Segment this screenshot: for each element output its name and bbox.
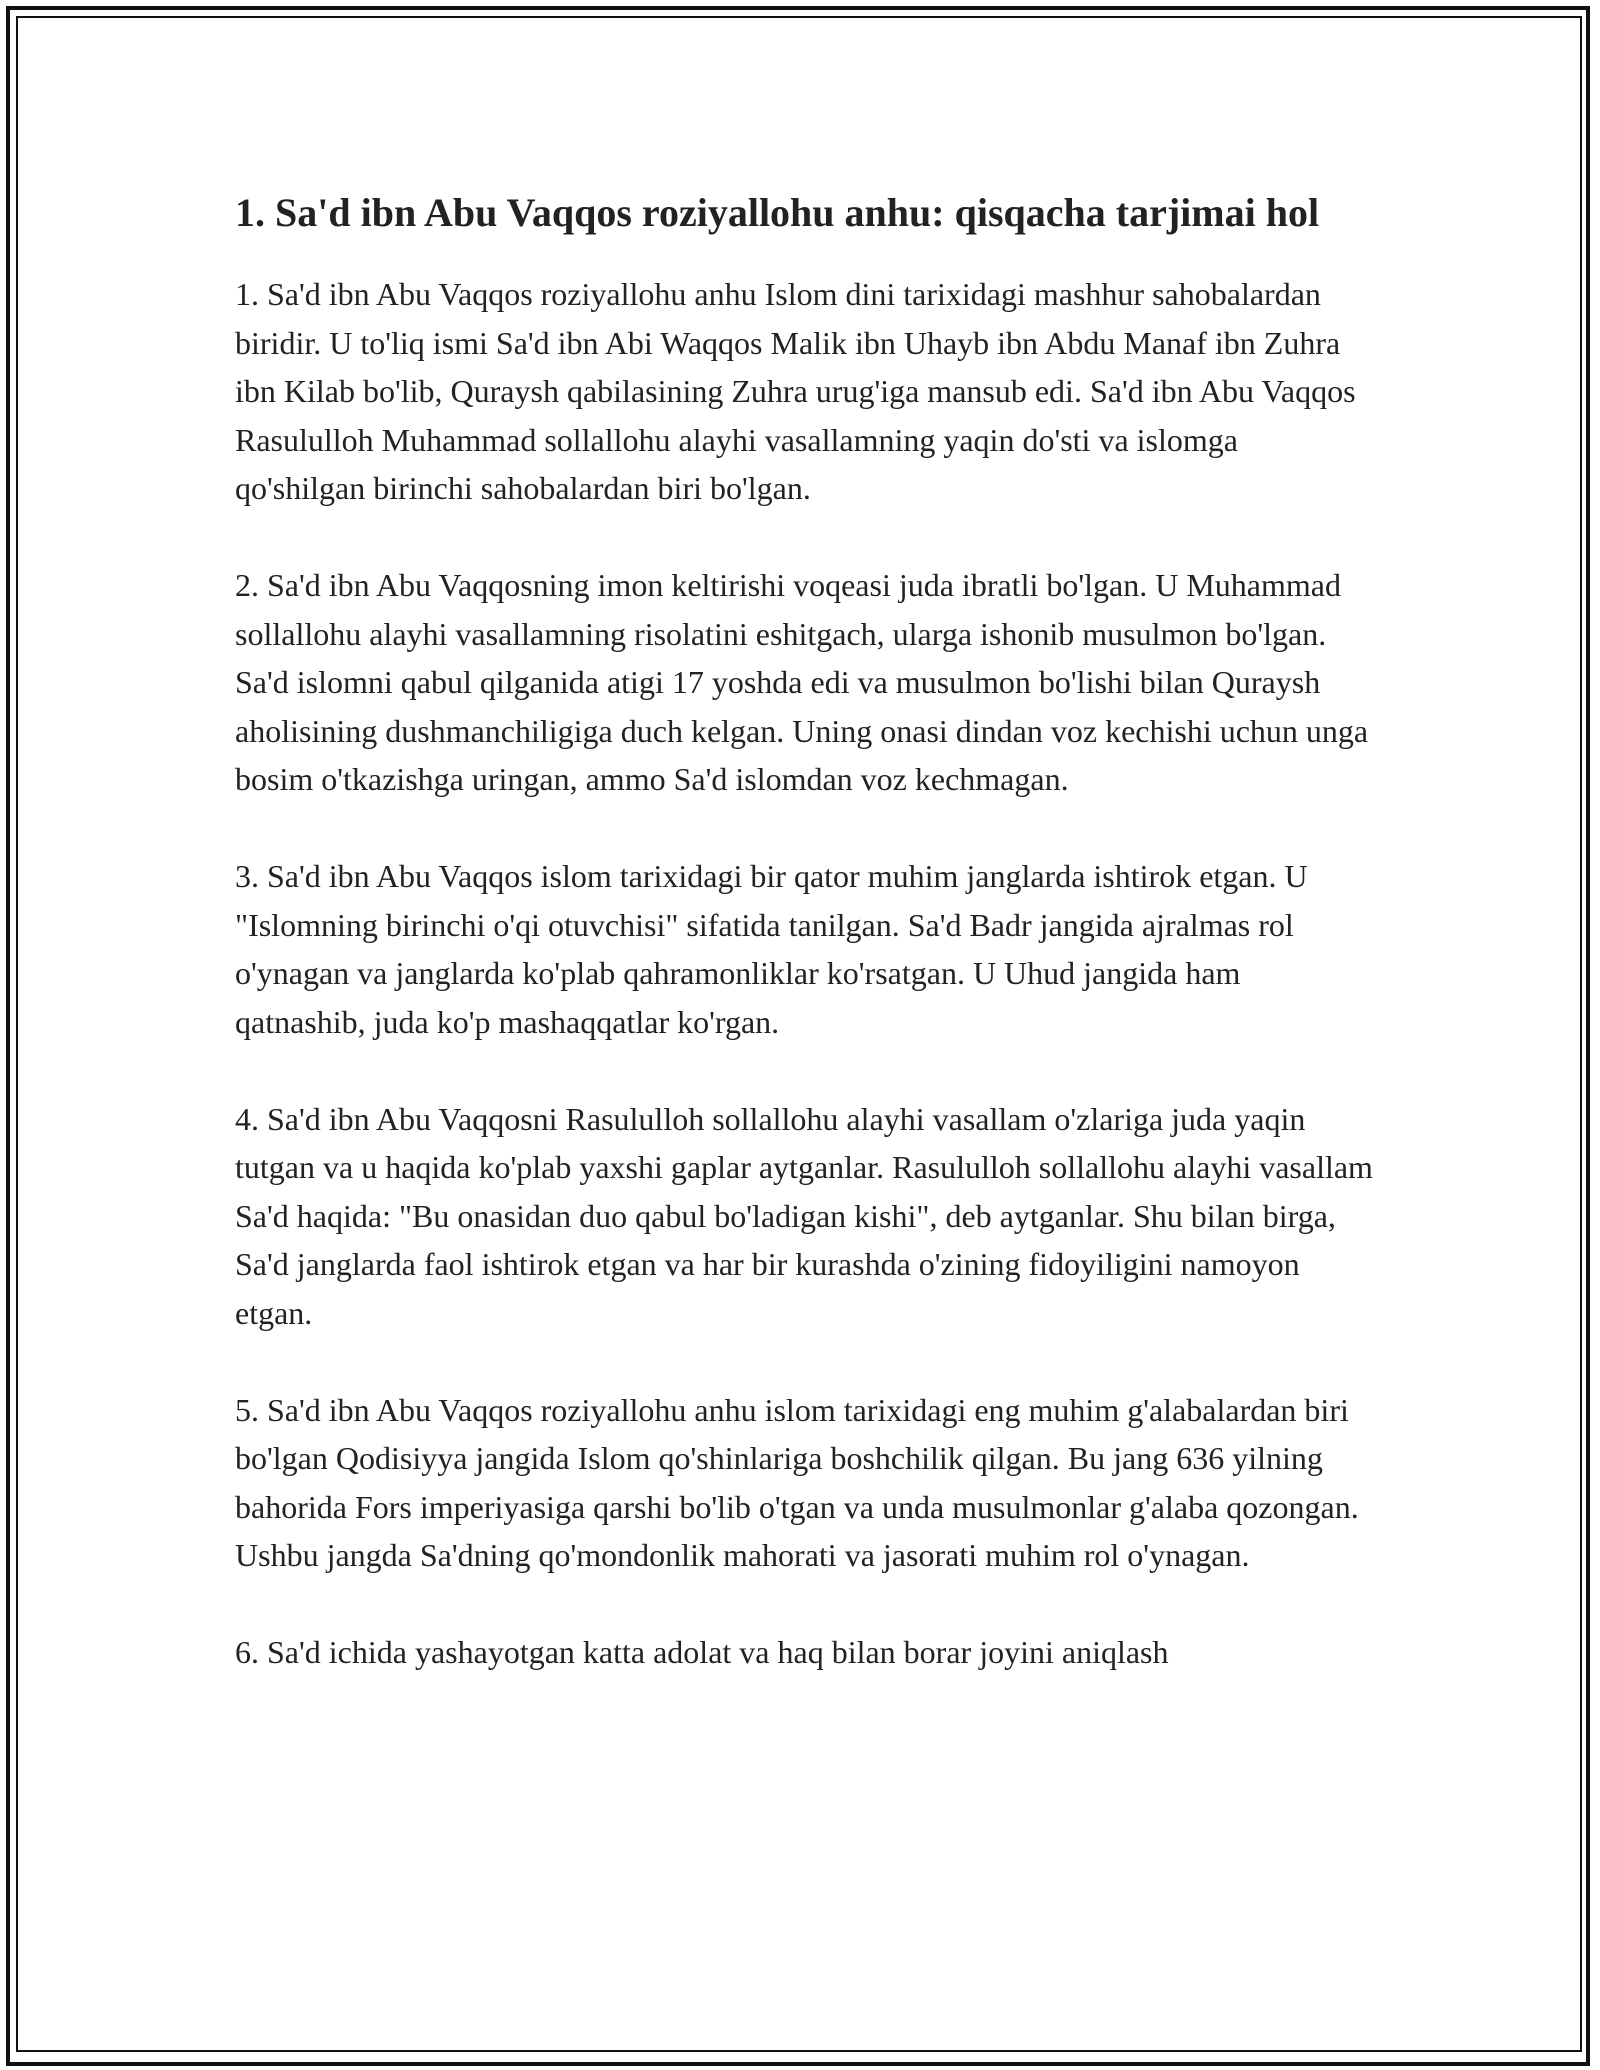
paragraph-4: 4. Sa'd ibn Abu Vaqqosni Rasululloh sollallohu alayhi vasallam o'zlariga juda yaqin tutgan va u haqida ko'plab yaxshi gaplar aytganlar. Rasululloh sollallohu alayhi vasallam Sa'd haqida: "Bu onasidan duo qabul bo'ladigan kishi", deb aytganlar. Shu bilan birga, Sa'd janglarda faol ishtirok etgan va har bir kurashda o'zining fidoyiligini namoyon etgan. bbox=[235, 1100, 1373, 1331]
document-title: 1. Sa'd ibn Abu Vaqqos roziyallohu anhu: qisqacha tarjimai hol bbox=[235, 190, 1320, 235]
paragraph-5: 5. Sa'd ibn Abu Vaqqos roziyallohu anhu islom tarixidagi eng muhim g'alabalardan biri bo'lgan Qodisiyya jangida Islom qo'shinlariga boshchilik qilgan. Bu jang 636 yilning bahorida Fors imperiyasiga qarshi bo'lib o'tgan va unda musulmonlar g'alaba qozongan. Ushbu jangda Sa'dning qo'mondonlik mahorati va jasorati muhim rol o'ynagan. bbox=[235, 1391, 1359, 1573]
paragraph-1: 1. Sa'd ibn Abu Vaqqos roziyallohu anhu Islom dini tarixidagi mashhur sahobalardan biridir. U to'liq ismi Sa'd ibn Abi Waqqos Malik ibn Uhayb ibn Abdu Manaf ibn Zuhra ibn Kilab bo'lib, Quraysh qabilasining Zuhra urug'iga mansub edi. Sa'd ibn Abu Vaqqos Rasululloh Muhammad sollallohu alayhi vasallamning yaqin do'sti va islomga qo'shilgan birinchi sahobalardan biri bo'lgan. bbox=[235, 276, 1356, 506]
document-body bbox=[235, 186, 1375, 1725]
paragraph-2: 2. Sa'd ibn Abu Vaqqosning imon keltirishi voqeasi juda ibratli bo'lgan. U Muhammad sollallohu alayhi vasallamning risolatini eshitgach, ularga ishonib musulmon bo'lgan. Sa'd islomni qabul qilganida atigi 17 yoshda edi va musulmon bo'lishi bilan Quraysh aholisining dushmanchiligiga duch kelgan. Uning onasi dindan voz kechishi uchun unga bosim o'tkazishga uringan, ammo Sa'd islomdan voz kechmagan. bbox=[235, 567, 1369, 797]
paragraph-6: 6. Sa'd ichida yashayotgan katta adolat va haq bilan borar joyini aniqlash bbox=[235, 1634, 1169, 1670]
paragraph-3: 3. Sa'd ibn Abu Vaqqos islom tarixidagi bir qator muhim janglarda ishtirok etgan. U "Islomning birinchi o'qi otuvchisi" sifatida tanilgan. Sa'd Badr jangida ajralmas rol o'ynagan va janglarda ko'plab qahramonliklar ko'rsatgan. U Uhud jangida ham qatnashib, juda ko'p mashaqqatlar ko'rgan. bbox=[235, 858, 1308, 1040]
